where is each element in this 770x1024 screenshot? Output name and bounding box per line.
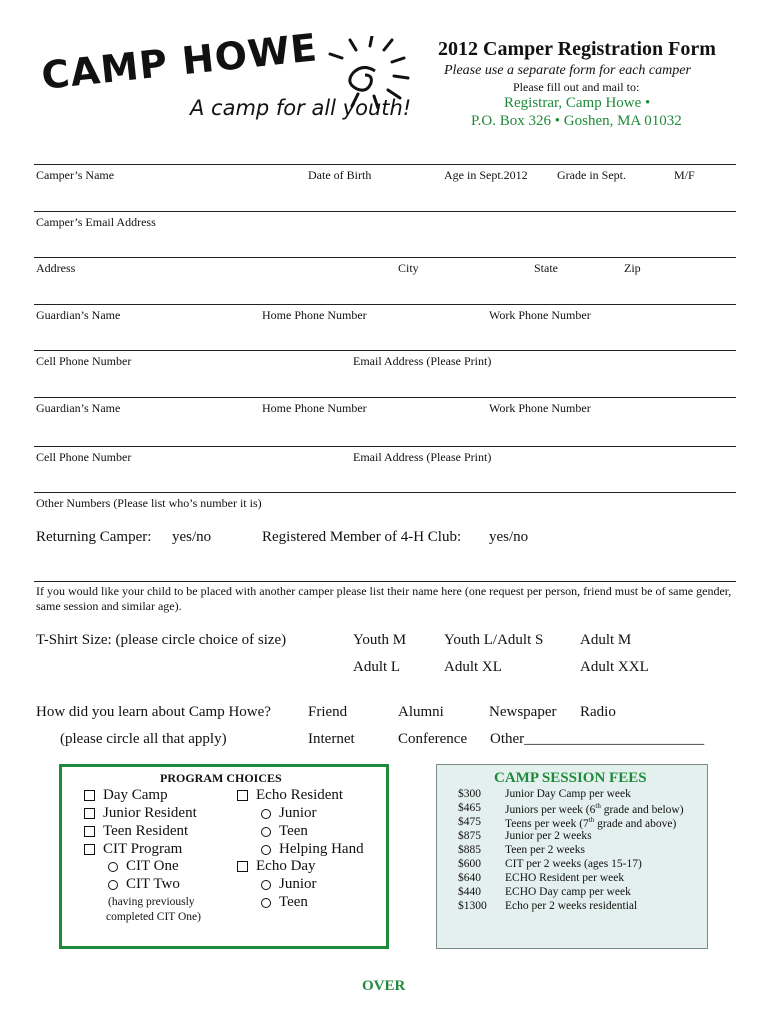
fee-desc: Juniors per week (6th grade and below) <box>505 802 684 816</box>
radio-icon <box>108 862 118 872</box>
field-guardian2-home-phone[interactable]: Home Phone Number <box>262 401 367 415</box>
field-cell2[interactable]: Cell Phone Number <box>36 450 132 464</box>
field-cell1[interactable]: Cell Phone Number <box>36 354 132 368</box>
cit-note-line1: (having previously <box>108 896 195 908</box>
radio-icon <box>108 880 118 890</box>
field-campers-name[interactable]: Camper’s Name <box>36 168 115 182</box>
fee-price: $1300 <box>458 900 487 912</box>
fee-desc: Teens per week (7th grade and above) <box>505 816 677 830</box>
size-option[interactable]: Youth M <box>353 632 407 648</box>
program-option-day-camp[interactable]: Day Camp <box>84 787 168 804</box>
field-address[interactable]: Address <box>36 261 76 275</box>
size-option[interactable]: Youth L/Adult S <box>444 632 544 648</box>
field-state[interactable]: State <box>534 261 558 275</box>
size-option[interactable]: Adult L <box>353 659 401 675</box>
program-option-junior-resident[interactable]: Junior Resident <box>84 805 197 822</box>
radio-icon <box>261 845 271 855</box>
field-guardian2-name[interactable]: Guardian’s Name <box>36 401 121 415</box>
learn-label: How did you learn about Camp Howe? <box>36 704 271 720</box>
field-guardian1-home-phone[interactable]: Home Phone Number <box>262 308 367 322</box>
learn-option[interactable]: Friend <box>308 704 348 720</box>
program-option-echo-junior[interactable]: Junior <box>261 805 317 822</box>
checkbox-icon <box>84 790 95 801</box>
learn-option-other[interactable]: Other________________________ <box>490 731 705 747</box>
field-guardian1-name[interactable]: Guardian’s Name <box>36 308 121 322</box>
program-option-echo-teen[interactable]: Teen <box>261 823 308 840</box>
learn-option[interactable]: Newspaper <box>489 704 557 720</box>
field-email1[interactable]: Email Address (Please Print) <box>353 354 492 368</box>
returning-camper-yesno[interactable]: yes/no <box>172 529 212 545</box>
logo-tagline: A camp for all youth! <box>190 96 412 120</box>
fee-price: $465 <box>458 802 481 814</box>
checkbox-icon <box>84 808 95 819</box>
divider <box>34 350 736 351</box>
learn-option[interactable]: Alumni <box>398 704 444 720</box>
field-mf[interactable]: M/F <box>674 168 695 182</box>
program-option-echo-day-junior[interactable]: Junior <box>261 876 317 893</box>
form-title: 2012 Camper Registration Form <box>438 38 716 60</box>
fee-desc: Echo per 2 weeks residential <box>505 900 638 912</box>
fee-price: $300 <box>458 788 481 800</box>
radio-icon <box>261 809 271 819</box>
program-option-cit-program[interactable]: CIT Program <box>84 841 182 858</box>
mail-address-line2: P.O. Box 326 • Goshen, MA 01032 <box>471 113 682 129</box>
size-option[interactable]: Adult M <box>580 632 632 648</box>
program-option-echo-day-teen[interactable]: Teen <box>261 894 308 911</box>
logo-wordmark: CAMP HOWE <box>39 25 320 99</box>
learn-option[interactable]: Radio <box>580 704 616 720</box>
mail-note: Please fill out and mail to: <box>513 80 640 94</box>
field-age[interactable]: Age in Sept.2012 <box>444 168 528 182</box>
program-option-cit-two[interactable]: CIT Two <box>108 876 180 893</box>
tshirt-label: T-Shirt Size: (please circle choice of size) <box>36 632 287 648</box>
radio-icon <box>261 827 271 837</box>
divider <box>34 304 736 305</box>
checkbox-icon <box>237 790 248 801</box>
divider <box>34 446 736 447</box>
fee-desc: Teen per 2 weeks <box>505 844 585 856</box>
learn-option[interactable]: Conference <box>398 731 468 747</box>
fee-desc: Junior Day Camp per week <box>505 788 631 800</box>
over-label: OVER <box>362 978 406 994</box>
program-choices-title: PROGRAM CHOICES <box>160 771 282 785</box>
camper-request-note[interactable]: If you would like your child to be placed with another camper please list their name here (one request per person, friend must be of same gender, same session and similar age). <box>36 584 732 613</box>
fee-desc: ECHO Resident per week <box>505 872 625 884</box>
fee-desc: Junior per 2 weeks <box>505 830 592 842</box>
learn-sublabel: (please circle all that apply) <box>60 731 227 747</box>
field-guardian1-work-phone[interactable]: Work Phone Number <box>489 308 591 322</box>
divider <box>34 257 736 258</box>
fee-price: $475 <box>458 816 481 828</box>
program-option-helping-hand[interactable]: Helping Hand <box>261 841 364 858</box>
fee-price: $440 <box>458 886 481 898</box>
program-option-cit-one[interactable]: CIT One <box>108 858 179 875</box>
program-option-teen-resident[interactable]: Teen Resident <box>84 823 188 840</box>
mail-address-line1: Registrar, Camp Howe • <box>504 95 651 111</box>
fee-price: $600 <box>458 858 481 870</box>
divider <box>34 492 736 493</box>
program-option-echo-day[interactable]: Echo Day <box>237 858 316 875</box>
field-email2[interactable]: Email Address (Please Print) <box>353 450 492 464</box>
fee-price: $875 <box>458 830 481 842</box>
fee-price: $640 <box>458 872 481 884</box>
fee-desc: CIT per 2 weeks (ages 15-17) <box>505 858 642 870</box>
fees-title: CAMP SESSION FEES <box>494 770 647 786</box>
returning-camper-label: Returning Camper: <box>36 529 152 545</box>
field-city[interactable]: City <box>398 261 419 275</box>
field-guardian2-work-phone[interactable]: Work Phone Number <box>489 401 591 415</box>
field-zip[interactable]: Zip <box>624 261 641 275</box>
form-subtitle: Please use a separate form for each camper <box>444 63 691 78</box>
cit-note-line2: completed CIT One) <box>106 911 201 923</box>
radio-icon <box>261 898 271 908</box>
size-option[interactable]: Adult XL <box>444 659 502 675</box>
field-grade[interactable]: Grade in Sept. <box>557 168 626 182</box>
fee-price: $885 <box>458 844 481 856</box>
divider <box>34 211 736 212</box>
divider <box>34 164 736 165</box>
field-date-of-birth[interactable]: Date of Birth <box>308 168 372 182</box>
field-email[interactable]: Camper’s Email Address <box>36 215 156 229</box>
member-4h-label: Registered Member of 4-H Club: <box>262 529 462 545</box>
fee-desc: ECHO Day camp per week <box>505 886 631 898</box>
field-other-numbers[interactable]: Other Numbers (Please list who’s number it is) <box>36 496 262 510</box>
program-option-echo-resident[interactable]: Echo Resident <box>237 787 343 804</box>
radio-icon <box>261 880 271 890</box>
checkbox-icon <box>84 826 95 837</box>
divider <box>34 397 736 398</box>
checkbox-icon <box>237 861 248 872</box>
size-option[interactable]: Adult XXL <box>580 659 649 675</box>
checkbox-icon <box>84 844 95 855</box>
learn-option[interactable]: Internet <box>308 731 355 747</box>
divider <box>34 581 736 582</box>
member-4h-yesno[interactable]: yes/no <box>489 529 529 545</box>
